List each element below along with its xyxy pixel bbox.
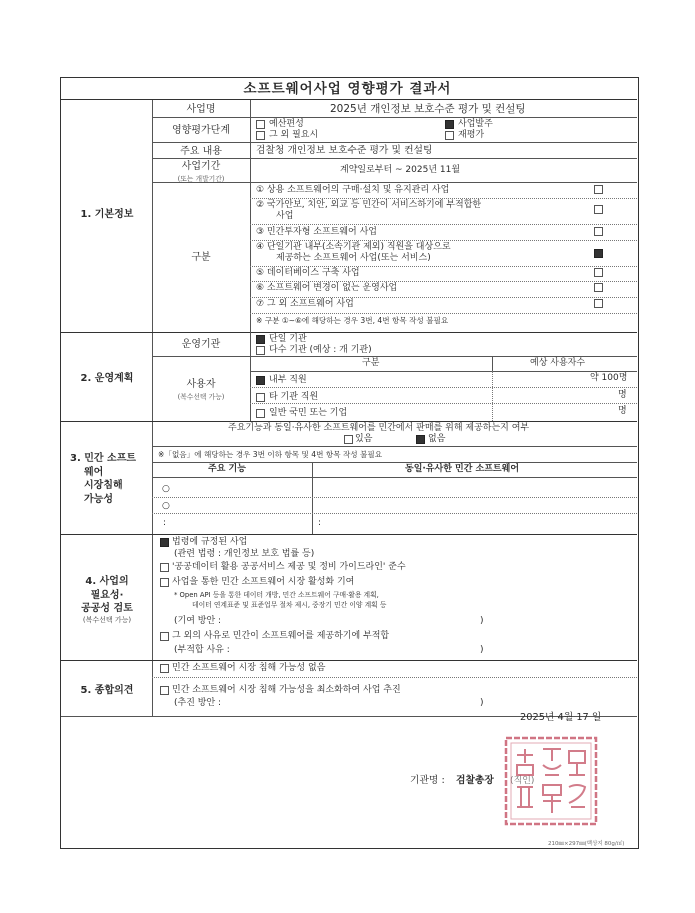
section4-market-note2: 데이터 연계표준 및 표준업무 절차 제시, 중장기 민간 이양 계획 등 <box>192 601 387 609</box>
eval-stage-other-checkbox[interactable] <box>256 131 265 140</box>
user-other-org-checkbox[interactable] <box>256 393 265 402</box>
operator-multi-checkbox[interactable] <box>256 346 265 355</box>
period-label <box>152 161 250 183</box>
category-4-label-line2: 제공하는 소프트웨어 사업(또는 서비스) <box>276 253 431 263</box>
section5-minimize-checkbox[interactable] <box>160 686 169 695</box>
category-1-checkbox[interactable] <box>594 185 603 194</box>
eval-stage-order-label: 사업발주 <box>458 119 493 129</box>
section3-row3-similar: : <box>318 518 322 528</box>
category-label: 구분 <box>191 252 211 263</box>
section4-header-sub: (복수선택 가능) <box>82 615 132 624</box>
section4-header-line1: 4. 사업의 <box>85 576 129 587</box>
users-label-text: 사용자 <box>186 379 216 390</box>
section3-note: ※「없음」에 해당하는 경우 3번 이하 항목 및 4번 항목 작성 불필요 <box>158 450 383 459</box>
eval-stage-budget-label: 예산편성 <box>269 119 304 129</box>
users-col-type: 구분 <box>362 358 380 368</box>
category-5-label: ⑤ 데이터베이스 구축 사업 <box>256 268 360 278</box>
category-5-checkbox[interactable] <box>594 268 603 277</box>
period-sublabel: (또는 개발기간) <box>177 175 225 183</box>
user-other-org-count: 명 <box>618 390 627 400</box>
eval-stage-label: 영향평가단계 <box>172 125 230 136</box>
signature-org-value: 검찰총장 <box>456 775 494 786</box>
section3-no-label: 없음 <box>428 434 446 444</box>
section4-market-checkbox[interactable] <box>160 578 169 587</box>
section3-no-checkbox[interactable] <box>416 435 425 444</box>
section1-bottom <box>61 332 637 333</box>
user-public-count: 명 <box>618 406 627 416</box>
category-7-checkbox[interactable] <box>594 299 603 308</box>
section2-subdivider <box>250 332 251 421</box>
eval-stage-budget-checkbox[interactable] <box>256 120 265 129</box>
section5-minimize-detail: (추진 방안 : <box>174 698 222 708</box>
section2-bottom <box>61 421 637 422</box>
section4-guideline-label: '공공데이터 활용 공공서비스 제공 및 정비 가이드라인' 준수 <box>172 562 406 572</box>
category-2-label-line2: 사업 <box>276 211 294 221</box>
section4-law-detail: (관련 법령 : 개인정보 보호 법률 등) <box>174 549 315 559</box>
main-content-label: 주요 내용 <box>180 146 222 157</box>
users-label <box>152 379 250 401</box>
section3-col-similar: 동일·유사한 민간 소프트웨어 <box>405 464 520 474</box>
section2-header: 2. 운영계획 <box>80 373 134 384</box>
section3-row2-main: ○ <box>162 501 170 511</box>
section4-market-label: 사업을 통한 민간 소프트웨어 시장 활성화 기여 <box>172 577 355 587</box>
eval-stage-reeval-checkbox[interactable] <box>445 131 454 140</box>
section4-header-line2: 필요성· <box>90 589 124 601</box>
section3-header <box>64 452 158 506</box>
section4-market-note1: * Open API 등을 통한 데이터 개방, 민간 소프트웨어 구매·활용 계획, <box>174 591 379 599</box>
section4-unsuitable-checkbox[interactable] <box>160 632 169 641</box>
category-7-label: ⑦ 그 외 소프트웨어 사업 <box>256 299 354 309</box>
signature-date: 2025년 4월 17 일 <box>520 712 602 723</box>
signature-org-label: 기관명 : <box>410 775 445 786</box>
section5-header: 5. 종합의견 <box>80 685 134 696</box>
section3-header-line4: 가능성 <box>84 493 113 505</box>
section4-law-label: 법령에 규정된 사업 <box>172 537 248 547</box>
section4-market-close: ) <box>480 616 484 626</box>
section5-no-impact-label: 민간 소프트웨어 시장 침해 가능성 없음 <box>172 663 326 673</box>
section4-header <box>62 575 152 625</box>
user-public-label: 일반 국민 또는 기업 <box>269 408 348 418</box>
form-title: 소프트웨어사업 영향평가 결과서 <box>243 81 452 97</box>
period-value: 계약일로부터 ~ 2025년 11월 <box>340 165 461 175</box>
label-column-divider <box>152 100 153 717</box>
eval-stage-other-label: 그 외 필요시 <box>269 130 319 140</box>
eval-stage-order-checkbox[interactable] <box>445 120 454 129</box>
section1-header: 1. 기본정보 <box>80 209 134 220</box>
signature-seal-suffix: (직인) <box>510 776 535 786</box>
users-col-count: 예상 사용자수 <box>530 358 586 368</box>
section4-guideline-checkbox[interactable] <box>160 563 169 572</box>
user-public-checkbox[interactable] <box>256 409 265 418</box>
eval-stage-reeval-label: 재평가 <box>458 130 485 140</box>
section5-minimize-close: ) <box>480 698 484 708</box>
operator-multi-label: 다수 기관 (예상 : 개 기관) <box>269 345 372 355</box>
section3-header-line3: 시장침해 <box>84 480 123 491</box>
operator-label: 운영기관 <box>181 339 221 350</box>
section3-yes-checkbox[interactable] <box>344 435 353 444</box>
category-6-checkbox[interactable] <box>594 283 603 292</box>
section5-minimize-label: 민간 소프트웨어 시장 침해 가능성을 최소화하여 사업 추진 <box>172 685 401 695</box>
user-internal-count: 약 100명 <box>590 373 628 383</box>
main-content-value: 검찰청 개인정보 보호수준 평가 및 컨설팅 <box>256 145 433 156</box>
operator-single-checkbox[interactable] <box>256 335 265 344</box>
section3-col-main: 주요 기능 <box>208 464 246 474</box>
category-note: ※ 구분 ①~⑥에 해당하는 경우 3번, 4번 항목 작성 불필요 <box>256 316 449 325</box>
category-6-label: ⑥ 소프트웨어 변경이 없는 운영사업 <box>256 283 398 293</box>
section3-question: 주요기능과 동일·유사한 소프트웨어를 민간에서 판매를 위해 제공하는지 여부 <box>228 423 530 433</box>
section4-law-checkbox[interactable] <box>160 538 169 547</box>
section3-header-line1: 3. 민간 소프트 <box>70 453 137 464</box>
section4-unsuitable-detail: (부적합 사유 : <box>174 645 230 655</box>
users-sublabel: (복수선택 가능) <box>177 393 225 401</box>
section5-no-impact-checkbox[interactable] <box>160 664 169 673</box>
user-internal-checkbox[interactable] <box>256 376 265 385</box>
period-label-text: 사업기간 <box>181 161 221 172</box>
section4-market-detail: (기여 방안 : <box>174 616 222 626</box>
user-internal-label: 내부 직원 <box>269 375 307 385</box>
category-4-checkbox[interactable] <box>594 249 603 258</box>
category-4-label: ④ 단일기관 내부(소속기관 제외) 직원을 대상으로 <box>256 242 451 252</box>
user-other-org-label: 타 기관 직원 <box>269 392 319 402</box>
section3-yes-label: 있음 <box>355 434 373 444</box>
project-name-label: 사업명 <box>186 104 216 115</box>
section4-unsuitable-close: ) <box>480 645 484 655</box>
title-divider <box>61 99 637 100</box>
section3-header-line2: 웨어 <box>84 466 104 478</box>
section4-unsuitable-label: 그 외의 사유로 민간이 소프트웨어를 제공하기에 부적합 <box>172 631 390 641</box>
section3-bottom <box>61 534 637 535</box>
category-2-label: ② 국가안보, 치안, 외교 등 민간이 서비스하기에 부적합한 <box>256 200 482 210</box>
category-3-label: ③ 민간투자형 소프트웨어 사업 <box>256 227 377 237</box>
category-3-checkbox[interactable] <box>594 227 603 236</box>
category-1-label: ① 상용 소프트웨어의 구매·설치 및 유지관리 사업 <box>256 185 450 195</box>
official-seal-image <box>503 735 599 827</box>
section3-row3-main: : <box>163 518 167 528</box>
category-2-checkbox[interactable] <box>594 205 603 214</box>
footer-note: 210㎜×297㎜(백상지 80g/㎡) <box>548 841 625 847</box>
section4-header-line3: 공공성 검토 <box>81 603 133 614</box>
operator-single-label: 단일 기관 <box>269 334 307 344</box>
section4-bottom <box>61 660 637 661</box>
section3-row1-main: ○ <box>162 484 170 494</box>
project-name-value: 2025년 개인정보 보호수준 평가 및 컨설팅 <box>330 103 526 115</box>
